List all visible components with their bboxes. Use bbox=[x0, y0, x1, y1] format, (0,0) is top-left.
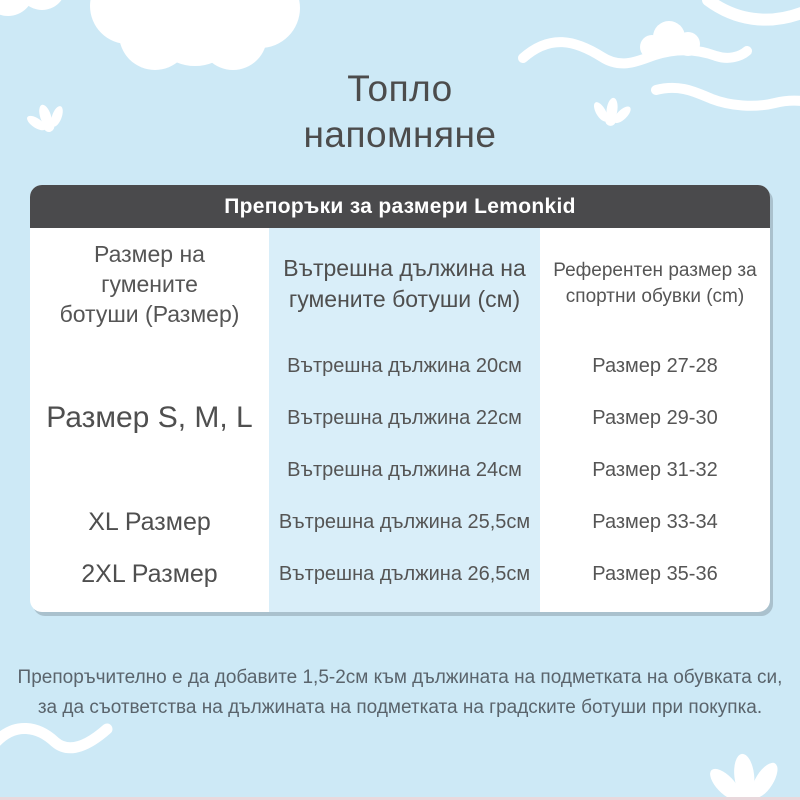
inner-length-cell: Вътрешна дължина 20см bbox=[287, 354, 522, 377]
small-cloud-icon bbox=[640, 21, 700, 59]
corner-swoosh-icon bbox=[708, 0, 800, 20]
size-chart-grid bbox=[30, 228, 770, 612]
reference-size-cell: Размер 31-32 bbox=[592, 458, 718, 481]
purchase-note-line1: Препоръчително е да добавите 1,5-2см към дължината на подметката на обувката си, bbox=[17, 667, 783, 688]
column-header-inner-length: Вътрешна дължина на гумените ботуши (см) bbox=[283, 255, 526, 312]
page-title-line2: напомняне bbox=[303, 114, 497, 155]
column-header-reference-size: Референтен размер за спортни обувки (cm) bbox=[553, 260, 757, 307]
size-group-sml: Размер S, M, L bbox=[46, 401, 253, 434]
bottom-left-wave-icon bbox=[0, 728, 107, 747]
reference-size-cell: Размер 33-34 bbox=[592, 510, 718, 533]
size-chart-card bbox=[30, 185, 770, 612]
inner-length-cell: Вътрешна дължина 25,5см bbox=[278, 510, 531, 533]
column-header-boot-size: Размер на гумените ботуши (Размер) bbox=[59, 241, 240, 327]
corner-cloud-icon bbox=[0, 0, 90, 16]
reference-size-cell: Размер 35-36 bbox=[592, 562, 718, 585]
page-title bbox=[0, 66, 800, 158]
size-chart-body bbox=[30, 228, 770, 612]
size-group-xl: XL Размер bbox=[88, 507, 211, 536]
inner-length-cell: Вътрешна дължина 22см bbox=[287, 406, 522, 429]
inner-length-cell: Вътрешна дължина 26,5см bbox=[278, 562, 531, 585]
purchase-note bbox=[0, 663, 800, 723]
inner-length-cell: Вътрешна дължина 24см bbox=[287, 458, 522, 481]
big-cloud-icon bbox=[90, 0, 300, 70]
purchase-note-line2: за да съответства на дължината на подметката на градските ботуши при покупка. bbox=[37, 697, 763, 718]
top-right-wave-icon bbox=[523, 42, 747, 63]
reference-size-cell: Размер 29-30 bbox=[592, 406, 718, 429]
bottom-cloud-icon bbox=[703, 750, 786, 800]
size-chart-header: Препоръки за размери Lemonkid bbox=[30, 185, 770, 228]
size-group-2xl: 2XL Размер bbox=[81, 559, 218, 588]
page-title-line1: Топло bbox=[347, 68, 453, 109]
reference-size-cell: Размер 27-28 bbox=[592, 354, 718, 377]
